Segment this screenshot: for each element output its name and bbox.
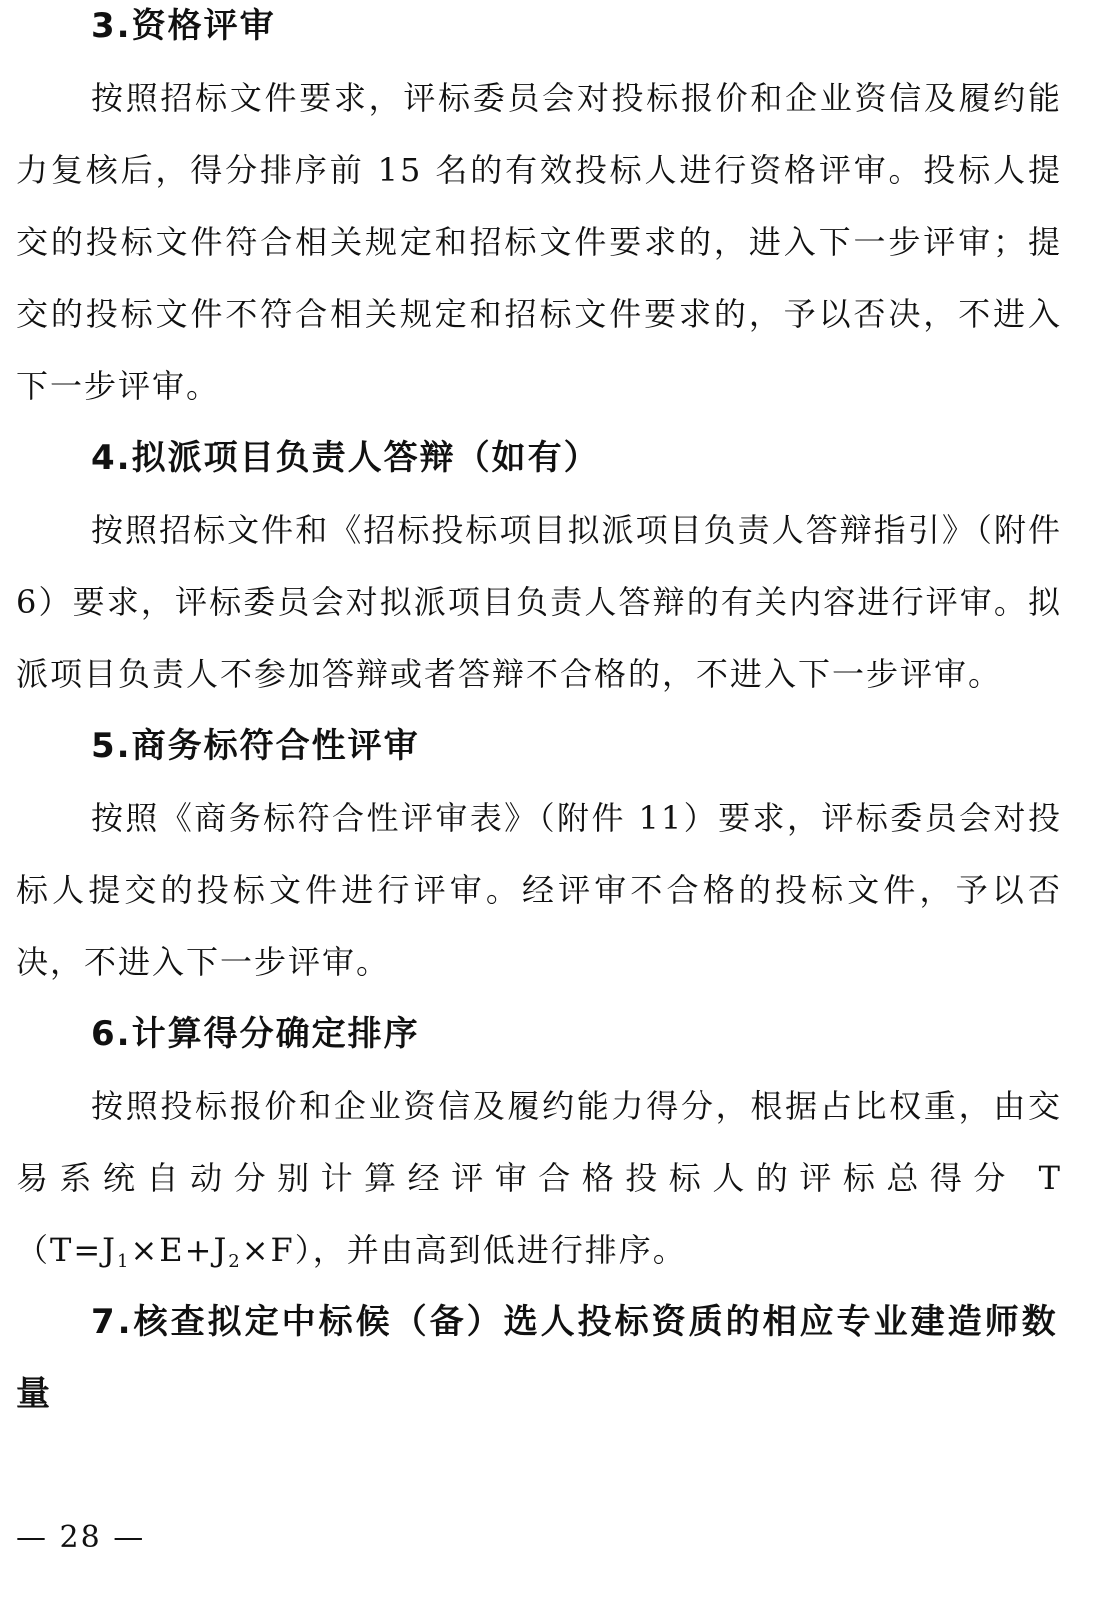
- score-formula: [16, 1231, 313, 1272]
- section-heading-3: 3.资格评审: [91, 6, 276, 46]
- formula-sub-1: 1: [117, 1251, 131, 1272]
- section-paragraph-4: 按照招标文件和《招标投标项目拟派项目负责人答辩指引》（附件 6）要求，评标委员会对拟派项目负责人答辩的有关内容进行评审。拟派项目负责人不参加答辩或者答辩不合格的，不进入下一步评审。: [16, 511, 1062, 693]
- formula-close: ×F）: [241, 1231, 313, 1269]
- formula-open: （T=J: [16, 1231, 117, 1269]
- section-heading-7: 7.核查拟定中标候（备）选人投标资质的相应专业建造师数量: [16, 1302, 1059, 1414]
- section-heading-6: 6.计算得分确定排序: [91, 1014, 420, 1054]
- page-number: — 28 —: [16, 1520, 146, 1555]
- section-heading-4: 4.拟派项目负责人答辩（如有）: [91, 438, 600, 478]
- formula-middle: ×E+J: [130, 1231, 229, 1269]
- section-paragraph-3: 按照招标文件要求，评标委员会对投标报价和企业资信及履约能力复核后，得分排序前 15 名的有效投标人进行资格评审。投标人提交的投标文件符合相关规定和招标文件要求的，进入下一步评审；提交的投标文件不符合相关规定和招标文件要求的，予以否决，不进入下一步评审。: [16, 79, 1062, 405]
- formula-sub-2: 2: [228, 1251, 242, 1272]
- paragraph-text: 按照投标报价和企业资信及履约能力得分，根据占比权重，由交易系统自动分别计算经评审合格投标人的评标总得分 T: [16, 1087, 1062, 1197]
- section-paragraph-6: [16, 1070, 1062, 1286]
- paragraph-tail: ，并由高到低进行排序。: [312, 1231, 687, 1269]
- section-paragraph-5: 按照《商务标符合性评审表》（附件 11）要求，评标委员会对投标人提交的投标文件进行评审。经评审不合格的投标文件，予以否决，不进入下一步评审。: [16, 799, 1062, 981]
- document-page: [16, 0, 1062, 1430]
- section-heading-5: 5.商务标符合性评审: [91, 726, 420, 766]
